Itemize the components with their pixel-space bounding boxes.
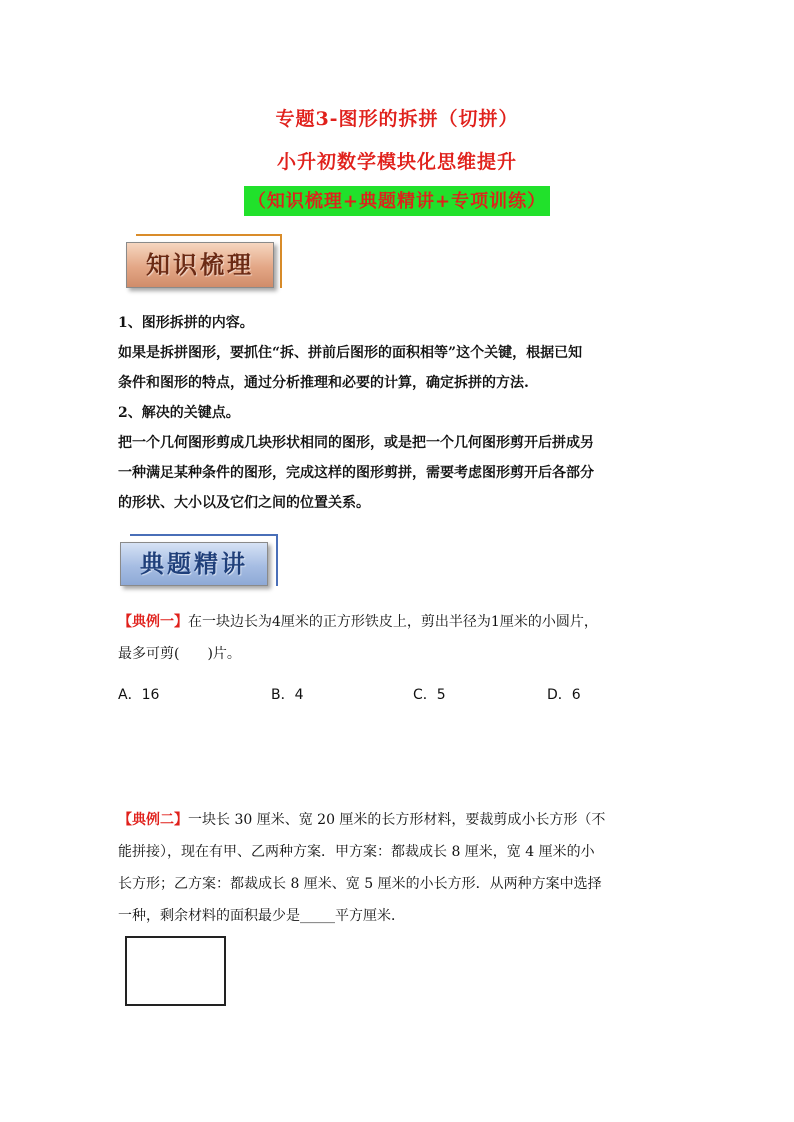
knowledge-line: 1、图形拆拼的内容。 [118,315,254,331]
choice-b: B．4 [271,687,304,703]
knowledge-line: 条件和图形的特点，通过分析推理和必要的计算，确定拆拼的方法. [118,375,529,391]
highlight-subtitle: （知识梳理+典题精讲+专项训练） [244,186,550,216]
choice-d: D．6 [547,687,581,703]
example-one-choices [118,684,678,708]
choice-c: C．5 [413,687,446,703]
knowledge-line: 一种满足某种条件的图形，完成这样的图形剪拼，需要考虑图形剪开后各部分 [118,465,594,481]
knowledge-line: 2、解决的关键点。 [118,405,240,421]
example-one-line: 最多可剪( )片。 [118,646,241,662]
example-one-text: 在一块边长为4厘米的正方形铁皮上，剪出半径为1厘米的小圆片， [188,614,598,630]
example-two-line [118,804,678,836]
example-two-text: 一块长 30 厘米、宽 20 厘米的长方形材料，要裁剪成小长方形（不 [188,812,606,828]
example-two-line: 一种，剩余材料的面积最少是_____平方厘米． [118,908,405,924]
highlight-wrapper [0,186,794,216]
example-two-line: 长方形；乙方案：都裁成长 8 厘米、宽 5 厘米的小长方形．从两种方案中选择 [118,876,602,892]
knowledge-line: 的形状、大小以及它们之间的位置关系。 [118,495,370,511]
example-two-line: 能拼接），现在有甲、乙两种方案．甲方案：都裁成长 8 厘米，宽 4 厘米的小 [118,844,595,860]
example-two [118,804,678,932]
knowledge-line: 把一个几何图形剪成几块形状相同的图形，或是把一个几何图形剪开后拼成另 [118,435,594,451]
rectangle-material-figure [125,936,226,1006]
examples-banner [120,534,280,592]
example-one-tag: 【典例一】 [118,614,188,630]
banner-plate [126,242,274,288]
document-title: 专题3-图形的拆拼（切拼） [275,108,519,130]
example-one [118,606,678,670]
knowledge-banner [126,234,284,294]
example-one-line [118,606,678,638]
example-two-tag: 【典例二】 [118,812,188,828]
choice-a: A．16 [118,687,160,703]
knowledge-line: 如果是拆拼图形，要抓住“拆、拼前后图形的面积相等”这个关键，根据已知 [118,345,583,361]
knowledge-banner-label: 知识梳理 [146,250,254,279]
knowledge-content [118,308,678,518]
examples-banner-label: 典题精讲 [140,549,248,578]
banner-plate [120,542,268,586]
document-subtitle: 小升初数学模块化思维提升 [276,151,517,173]
